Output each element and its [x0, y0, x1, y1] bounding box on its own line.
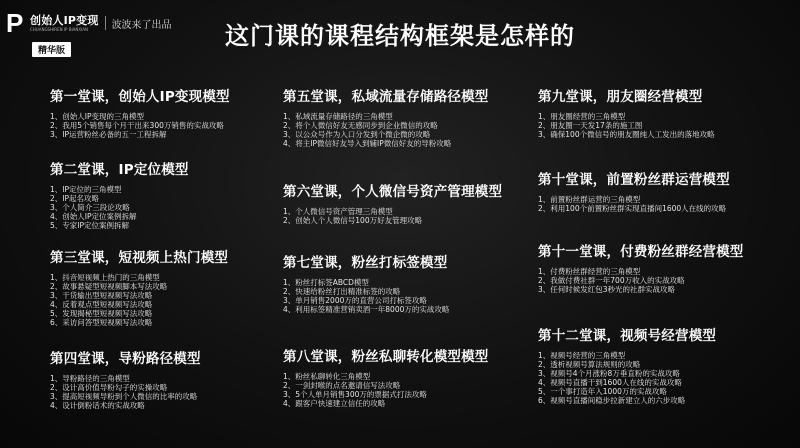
lesson-items — [538, 267, 744, 294]
lesson-title: 第十堂课，前置粉丝群运营模型 — [538, 172, 730, 188]
lesson-items — [538, 195, 730, 213]
lesson-8 — [283, 345, 489, 408]
lesson-items — [283, 278, 449, 314]
lesson-item: 1、IP定位的三角模型 — [50, 185, 122, 194]
lesson-item: 5、发现揭秘型短视频写法攻略 — [50, 309, 153, 318]
lesson-item: 2、我做付费社群一年700万收入的实战攻略 — [538, 276, 685, 285]
lesson-item: 4、利用标签精准营销卖酒一年8000万的实战攻略 — [283, 305, 450, 314]
lesson-items — [283, 372, 489, 408]
lesson-items — [50, 185, 189, 230]
lesson-11 — [538, 240, 744, 294]
lesson-item: 5、一个事打造年入1000万的实战攻略 — [538, 387, 667, 396]
lesson-items — [283, 207, 502, 225]
lesson-items — [538, 351, 716, 405]
lesson-item: 3、确保100个微信号的朋友圈纯人工发出的落地攻略 — [538, 130, 715, 139]
lesson-item: 2、我用5个销售每个月干出来300万销售的实战攻略 — [50, 121, 224, 130]
lesson-title: 第七堂课，粉丝打标签模型 — [283, 255, 448, 271]
lesson-item: 1、视频号经营的三角模型 — [538, 351, 626, 360]
lesson-items — [50, 112, 230, 139]
logo-text: 创始人IP变现 — [30, 14, 99, 27]
logo-subtext: CHUANGSHIREN IP BIANXIAN — [30, 27, 89, 32]
lesson-item: 1、私域流量存储路径的三角模型 — [283, 112, 393, 121]
lesson-item: 1、导粉路径的三角模型 — [50, 374, 130, 383]
lesson-item: 4、将主IP微信好友导入到辅IP微信好友的导粉攻略 — [283, 139, 452, 148]
lesson-items — [283, 112, 489, 148]
lesson-item: 3、IP运营粉丝必备的五一工程拆解 — [50, 130, 167, 139]
lesson-item: 1、前置粉丝群运营的三角模型 — [538, 195, 641, 204]
lesson-item: 3、视频号4个月涨粉8万垂直粉的实战攻略 — [538, 369, 680, 378]
lesson-7 — [283, 251, 449, 314]
lesson-item: 3、个人简介三段论攻略 — [50, 203, 130, 212]
lesson-item: 4、设计倒粉话术的实战攻略 — [50, 401, 145, 410]
lesson-6 — [283, 180, 502, 225]
lesson-1 — [50, 85, 230, 139]
lesson-title: 第三堂课，短视频上热门模型 — [50, 250, 229, 266]
lesson-title: 第四堂课，导粉路径模型 — [50, 351, 201, 367]
lesson-item: 1、抖音短视频上热门的三角模型 — [50, 273, 160, 282]
lesson-4 — [50, 347, 201, 410]
producer-label: 波波来了出品 — [111, 19, 172, 31]
lesson-items — [50, 374, 201, 410]
lesson-title: 第五堂课，私域流量存储路径模型 — [283, 89, 489, 105]
lesson-item: 3、任何时候发红包3秒光的社群实战攻略 — [538, 285, 676, 294]
lesson-item: 1、朋友圈经营的三角模型 — [538, 112, 626, 121]
lesson-9 — [538, 85, 715, 139]
lesson-item: 2、利用100个前置粉丝群实现直播间1600人在线的攻略 — [538, 204, 727, 213]
lesson-item: 3、以公众号作为入口分发到个微企微的攻略 — [283, 130, 431, 139]
lesson-item: 3、5个人单月销售300万的票据式打法攻略 — [283, 390, 427, 399]
lesson-3 — [50, 246, 228, 327]
lesson-item: 1、个人微信号资产管理三角模型 — [283, 207, 393, 216]
lesson-item: 4、创始人IP定位案例拆解 — [50, 212, 137, 221]
lesson-5 — [283, 85, 489, 148]
lesson-title: 第九堂课，朋友圈经营模型 — [538, 89, 703, 105]
lesson-item: 5、专家IP定位案例拆解 — [50, 221, 130, 230]
lesson-item: 2、透析视频号算法规则的攻略 — [538, 360, 641, 369]
lesson-item: 4、跟客户快速建立信任的攻略 — [283, 399, 386, 408]
logo-icon: P — [6, 8, 24, 38]
lesson-item: 1、粉丝私聊转化三角模型 — [283, 372, 371, 381]
lesson-item: 2、故事悬疑型短视频脚本写法攻略 — [50, 282, 168, 291]
lesson-item: 2、创始人个人微信号100万好友管理攻略 — [283, 216, 423, 225]
lesson-10 — [538, 168, 730, 213]
lesson-item: 1、创始人IP变现的三角模型 — [50, 112, 145, 121]
edition-badge: 精华版 — [32, 42, 71, 57]
lesson-item: 4、视频号直播干到1600人在线的实战攻略 — [538, 378, 682, 387]
lesson-item: 2、设计高价值导粉勾子的实操攻略 — [50, 383, 168, 392]
lesson-items — [50, 273, 228, 327]
lesson-item: 2、快速给粉丝打出精准标签的攻略 — [283, 287, 401, 296]
lesson-item: 2、一剑封喉的点名邀请信写法攻略 — [283, 381, 401, 390]
lesson-item: 6、视频号直播间稳步拉新建立人的六步攻略 — [538, 396, 686, 405]
lesson-title: 第一堂课，创始人IP变现模型 — [50, 89, 230, 105]
lesson-title: 第十二堂课，视频号经营模型 — [538, 328, 717, 344]
lesson-title: 第十一堂课，付费粉丝群经营模型 — [538, 244, 744, 260]
lesson-item: 3、提高短视频导粉到个人微信的比率的攻略 — [50, 392, 198, 401]
lesson-item: 2、IP起名攻略 — [50, 194, 100, 203]
lesson-item: 1、付费粉丝群经营的三角模型 — [538, 267, 641, 276]
lesson-item: 2、朋友圈一天发17条的施工图 — [538, 121, 643, 130]
lesson-12 — [538, 324, 716, 405]
lesson-title: 第二堂课，IP定位模型 — [50, 162, 189, 178]
page-title: 这门课的课程结构框架是怎样的 — [225, 22, 575, 50]
lesson-title: 第六堂课，个人微信号资产管理模型 — [283, 184, 503, 200]
lesson-item: 2、将个人微信好友无感同步到企业微信的攻略 — [283, 121, 438, 130]
lesson-item: 6、采访问答型短视频写法攻略 — [50, 318, 153, 327]
lesson-item: 1、粉丝打标签ABCD模型 — [283, 278, 369, 287]
lesson-items — [538, 112, 715, 139]
lesson-title: 第八堂课，粉丝私聊转化模型模型 — [283, 349, 489, 365]
lesson-item: 4、反着观点型短视频写法攻略 — [50, 300, 153, 309]
lesson-item: 3、单月销售2000万的直营公司打标签攻略 — [283, 296, 427, 305]
lesson-item: 3、干货输出型短视频写法攻略 — [50, 291, 153, 300]
lesson-2 — [50, 158, 189, 230]
